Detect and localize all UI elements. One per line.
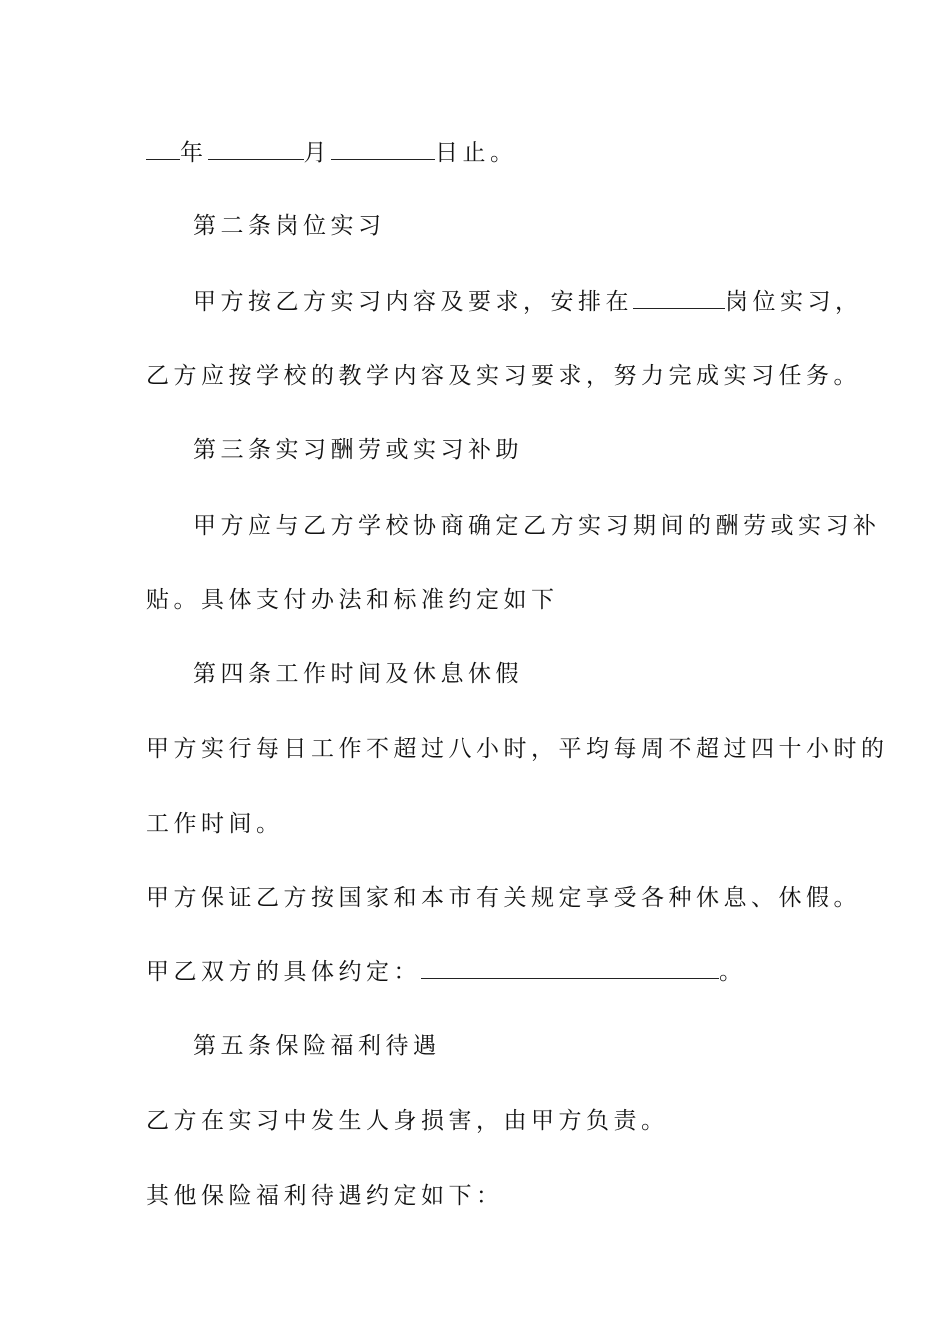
post-blank — [633, 288, 725, 309]
article4-para-d — [146, 957, 747, 987]
article3-para-b: 贴。具体支付办法和标准约定如下 — [146, 587, 559, 613]
article3-heading: 第三条实习酬劳或实习补助 — [193, 437, 523, 463]
article3-para-a: 甲方应与乙方学校协商确定乙方实习期间的酬劳或实习补 — [193, 513, 881, 539]
article2-heading: 第二条岗位实习 — [193, 213, 386, 239]
article4-para-d-after: 。 — [719, 959, 747, 985]
article4-para-b: 工作时间。 — [146, 811, 284, 837]
year-suffix: 年 — [180, 140, 208, 166]
article5-para-b: 其他保险福利待遇约定如下： — [146, 1183, 504, 1209]
article2-para-a — [193, 287, 863, 317]
month-blank — [208, 139, 304, 160]
day-blank — [331, 139, 435, 160]
month-suffix: 月 — [303, 140, 331, 166]
article5-heading: 第五条保险福利待遇 — [193, 1033, 441, 1059]
year-blank — [146, 139, 180, 160]
article2-para-a-before: 甲方按乙方实习内容及要求，安排在 — [193, 289, 633, 315]
article5-para-a: 乙方在实习中发生人身损害，由甲方负责。 — [146, 1108, 669, 1134]
article2-para-b: 乙方应按学校的教学内容及实习要求，努力完成实习任务。 — [146, 363, 861, 389]
day-suffix: 日止。 — [435, 140, 518, 166]
article4-heading: 第四条工作时间及休息休假 — [193, 661, 523, 687]
article4-para-d-before: 甲乙双方的具体约定： — [146, 959, 421, 985]
agreement-blank — [421, 958, 719, 979]
date-end-line — [146, 138, 518, 168]
article4-para-a: 甲方实行每日工作不超过八小时，平均每周不超过四十小时的 — [146, 736, 889, 762]
article4-para-c: 甲方保证乙方按国家和本市有关规定享受各种休息、休假。 — [146, 885, 861, 911]
article2-para-a-after: 岗位实习， — [725, 289, 863, 315]
